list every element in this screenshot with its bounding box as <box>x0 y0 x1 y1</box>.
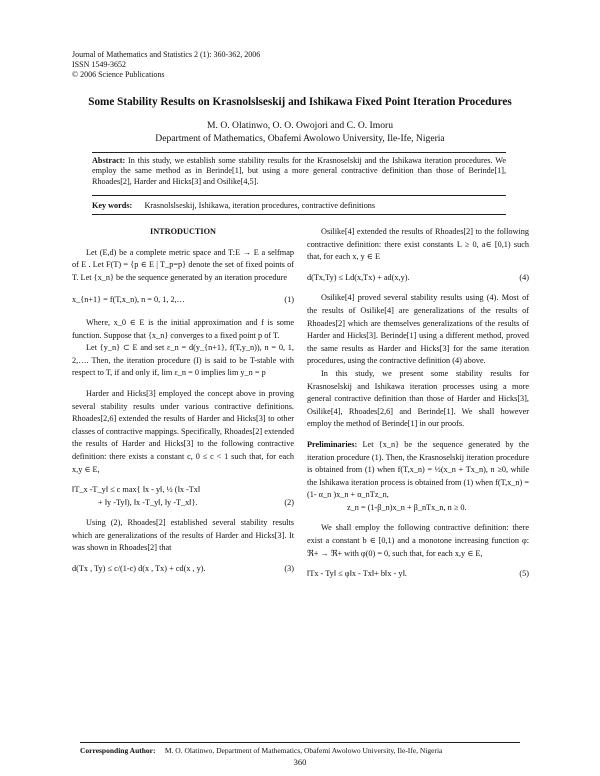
authors: M. O. Olatinwo, O. O. Owojori and C. O. Imoru <box>207 120 393 131</box>
paragraph: Osilike[4] extended the results of Rhoades[2] to the following contractive definition: there exist constants L ≥ 0, a∈ [0,1) such that, for each x, y ∈ E <box>307 227 529 262</box>
paragraph: In this study, we present some stability results for Krasnoselskij and Ishikawa iteration processes using a more general contractive definition than those of Harder and Hicks[3], Osilike[4], Rhoades[2,6] and Berinde[1]. We shall however employ the method of Berinde[1] in our proofs. <box>307 368 529 429</box>
affiliation: Department of Mathematics, Obafemi Awolowo University, Ile-Ife, Nigeria <box>155 133 445 144</box>
paper-title: Some Stability Results on Krasnolslseskij and Ishikawa Fixed Point Iteration Procedures <box>88 96 512 108</box>
intro-paragraph: Let (E,d) be a complete metric space and T:E → E a selfmap of E . Let F(T) = {p ∈ E | T_p=p} denote the set of fixed points of T. Let {x_n} be the sequence generated by an iteration procedure <box>72 247 294 282</box>
equation-3: d(Tx , Ty) ≤ c/(1-c) d(x , Tx) + cd(x , y). (3) <box>72 564 294 574</box>
equation-4: d(Tx,Ty) ≤ Ld(x,Tx) + ad(x,y). (4) <box>307 272 529 282</box>
abstract-text: In this study, we establish some stability results for the Krasnoselskij and the Ishikawa iteration procedures. We employ the same method as in Berinde[1], but using a more general contractive definition than those of Berinde[1], Rhoades[2], Harder and Hicks[3] and Osilike[4,5]. <box>92 156 506 186</box>
footer-label: Corresponding Author: <box>80 746 156 755</box>
page-number: 360 <box>293 757 307 767</box>
paragraph: Where, x_0 ∈ E is the initial approximation and f is some function. Suppose that {x_n} converges to a fixed point p of T. <box>72 317 294 340</box>
equation-z: z_n = (1-β_n)x_n + β_nTx_n, n ≥ 0. <box>347 502 467 512</box>
paragraph: Using (2), Rhoades[2] established several stability results which are generalizations of the results of Harder and Hicks[3]. It was shown in Rhoades[2] that <box>72 518 294 553</box>
footer-text: M. O. Olatinwo, Department of Mathematics, Obafemi Awolowo University, Ile-Ife, Nigeria <box>164 746 443 755</box>
preliminaries-label: Preliminaries: <box>307 439 358 449</box>
divider <box>92 195 506 196</box>
keywords-text: Krasnolslseskij, Ishikawa, iteration procedures, contractive definitions <box>144 201 376 210</box>
paragraph: We shall employ the following contractive definition: there exist a constant b ∈ [0,1) and a monotone increasing function φ: ℜ+ → ℜ+ with φ(0) = 0, such that, for each x,y ∈ E, <box>307 523 529 558</box>
journal-citation: Journal of Mathematics and Statistics 2 (1): 360-362, 2006 <box>72 50 261 59</box>
footer-divider <box>80 742 520 743</box>
paragraph: Harder and Hicks[3] employed the concept above in proving several stability results under various contractive definitions. Rhoades[2,6] extended the results of Harder and Hicks[3] to other classes of contractive mappings. Specifically, Rhoades[2] extended the results of Harder and Hicks[3] to the following contractive definition: there exists a constant c, 0 ≤ c < 1 such that, for each x,y ∈ E, <box>72 388 294 474</box>
left-column <box>72 226 294 576</box>
divider <box>92 152 506 153</box>
equation-1: x_{n+1} = f(T,x_n), n = 0, 1, 2,… (1) <box>72 295 294 305</box>
preliminaries: Preliminaries: Let {x_n} be the sequence generated by the iteration procedure (1). Then, the Krasnoselskij iteration procedure is obtained from (1) when f(T,x_n) = ½(x_n + Tx_n), n ≥0, while the Ishikawa iteration process is obtained from (1) when f(T,x_n) = (1- α_n )x_n + α_nTz_n, <box>307 439 529 500</box>
keywords <box>92 201 506 210</box>
journal-header <box>72 50 260 80</box>
equation-2: ‖T_x -T_y‖ ≤ c max{ ‖x - y‖, ½ (‖x -Tx‖ + ‖y -Ty‖), ‖x -T_y‖, ‖y -T_x‖}. (2) <box>72 485 294 508</box>
journal-copyright: © 2006 Science Publications <box>72 70 165 79</box>
keywords-label: Key words: <box>92 201 133 210</box>
abstract <box>92 156 506 187</box>
paragraph: Let {y_n} ⊂ E and set ε_n = d(y_{n+1}, f(T,y_n)), n = 0, 1, 2,…. Then, the iteration procedure (I) is said to be T-stable with respect to T, if and only if, lim ε_n = 0 implies lim y_n = p <box>72 343 294 378</box>
paragraph: Osilike[4] proved several stability results using (4). Most of the results of Osilike[4] are generalizations of the results of Rhoades[2] which are themselves generalizations of the results of Harder and Hicks[3]. Berinde[1] using a different method, proved the same results as Harder and Hicks[3] for the same iteration procedures, using the contractive definition (4) above. <box>307 293 529 366</box>
author-block <box>40 119 560 145</box>
journal-issn: ISSN 1549-3652 <box>72 60 127 69</box>
section-heading: INTRODUCTION <box>149 227 216 236</box>
corresponding-author <box>80 746 520 755</box>
divider <box>92 214 506 215</box>
right-column <box>307 226 529 581</box>
equation-5: ‖Tx - Ty‖ ≤ φ‖x - Tx‖+ b‖x - y‖. (5) <box>307 569 529 579</box>
abstract-label: Abstract: <box>92 156 126 165</box>
